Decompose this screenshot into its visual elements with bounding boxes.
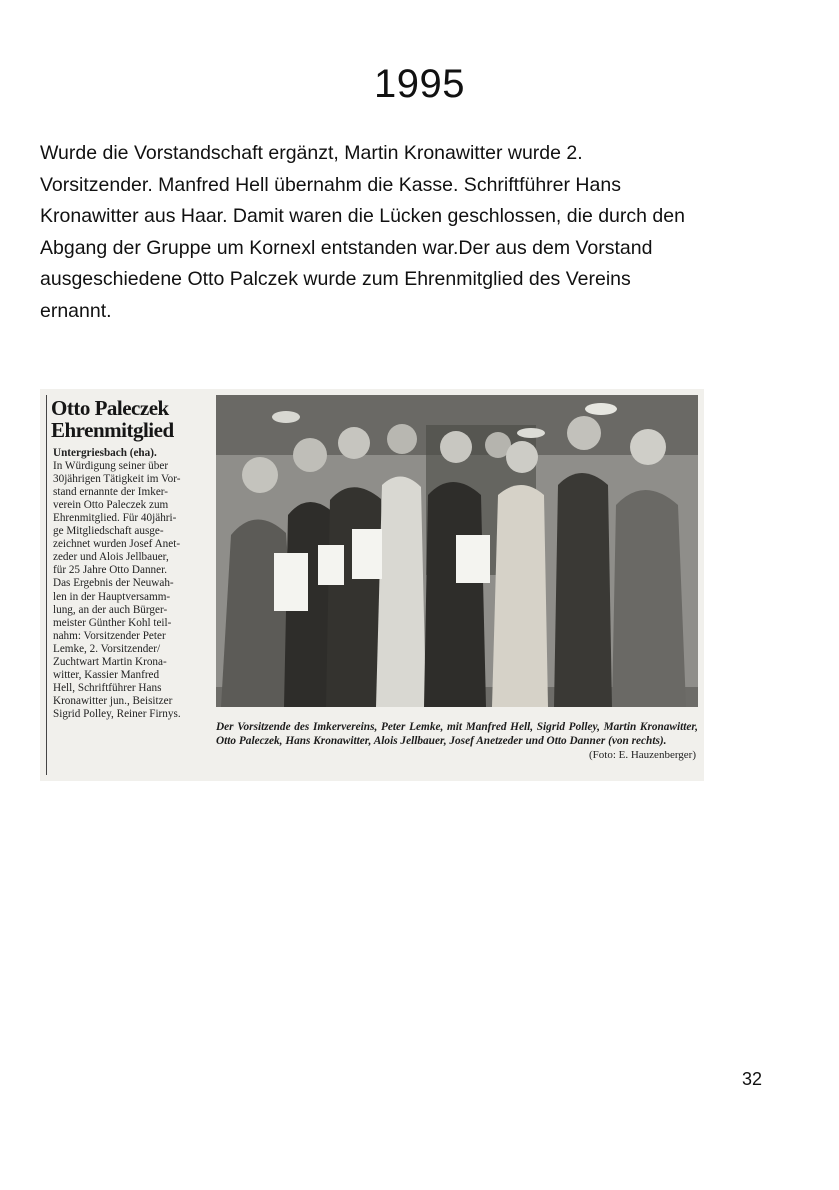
article-column — [46, 395, 213, 775]
headline-line-1: Otto Paleczek — [51, 396, 169, 420]
group-photo — [216, 395, 698, 707]
photo-caption: Der Vorsitzende des Imkervereins, Peter Lemke, mit Manfred Hell, Sigrid Polley, Martin Kronawitter, Otto Paleczek, Hans Kronawitter, Alois Jellbauer, Josef Anetzeder und Otto Danner (von rechts). — [216, 721, 698, 747]
article-headline — [51, 397, 213, 441]
newspaper-clipping — [40, 389, 704, 781]
article-place: Untergriesbach (eha). — [53, 447, 157, 459]
article-text — [53, 447, 211, 721]
photo-credit: (Foto: E. Hauzenberger) — [588, 749, 696, 761]
headline-line-2: Ehrenmitglied — [51, 418, 174, 442]
page-number: 32 — [742, 1069, 763, 1089]
page-title: 1995 — [374, 62, 465, 106]
article-body: In Würdigung seiner über 30jährigen Tätigkeit im Vor- stand ernannte der Imker- verein Otto Paleczek zum Ehrenmitglied. Für 40jähri- ge Mitgliedschaft ausge- zeichnet wurden Josef Anet- zeder und Alois Jellbauer, für 25 Jahre Otto Danner. Das Ergebnis der Neuwah- len in der Hauptversamm- lung, an der auch Bürger- meister Günther Kohl teil- nahm: Vorsitzender Peter Lemke, 2. Vorsitzender/ Zuchtwart Martin Krona- witter, Kassier Manfred Hell, Schriftführer Hans Kronawitter jun., Beisitzer Sigrid Polley, Reiner Firnys. — [53, 460, 181, 720]
intro-paragraph: Wurde die Vorstandschaft ergänzt, Martin Kronawitter wurde 2. Vorsitzender. Manfred Hell übernahm die Kasse. Schriftführer Hans Kronawitter aus Haar. Damit waren die Lücken geschlossen, die durch den Abgang der Gruppe um Kornexl entstanden war.Der aus dem Vorstand ausgeschiedene Otto Palczek wurde zum Ehrenmitglied des Vereins ernannt. — [40, 142, 685, 322]
